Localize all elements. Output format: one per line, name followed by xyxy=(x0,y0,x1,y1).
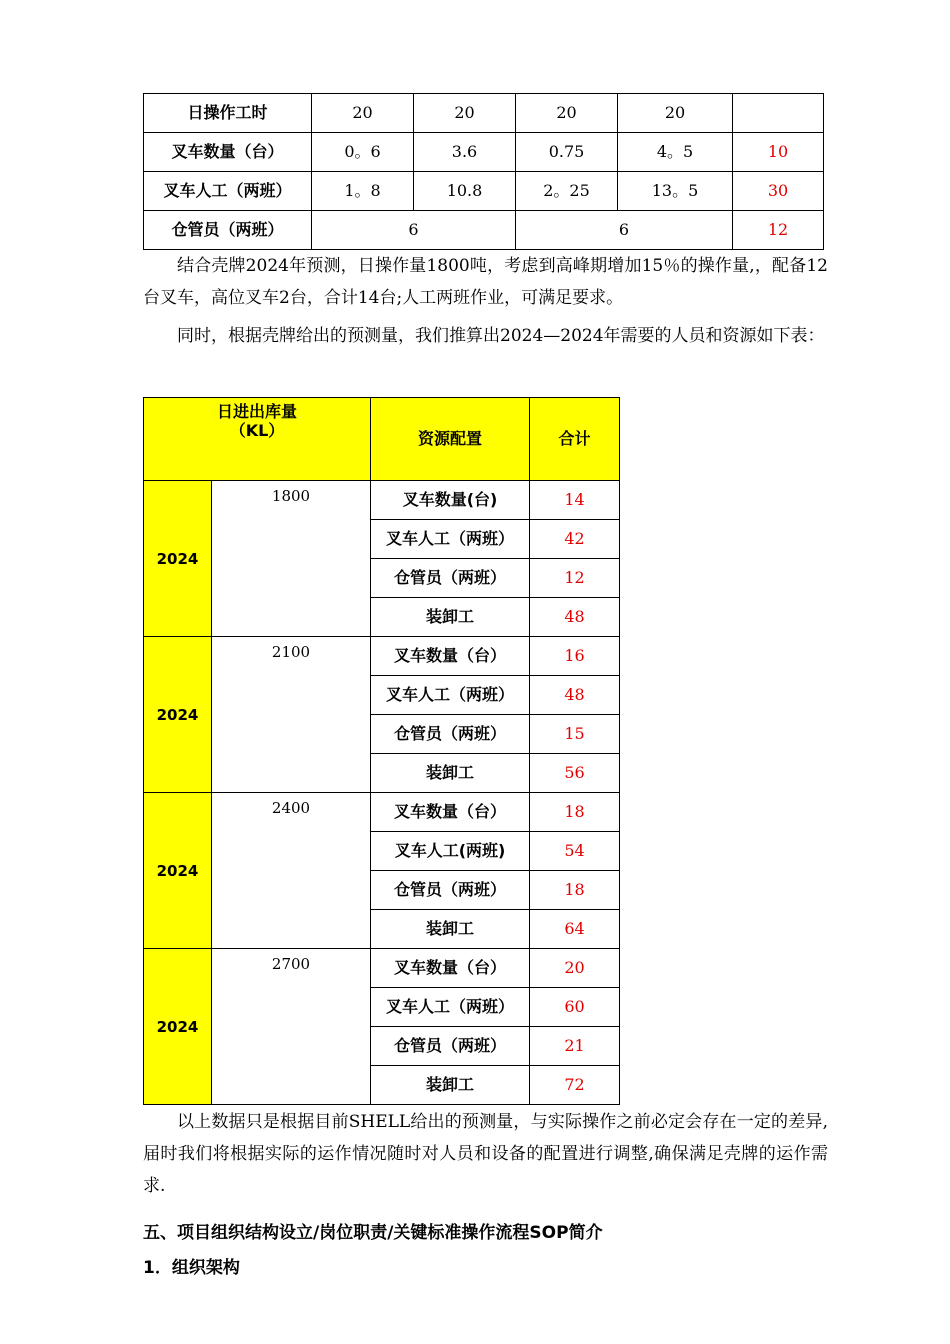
table-row xyxy=(144,94,824,133)
quantity-cell: 2700 xyxy=(212,949,371,1105)
table-row xyxy=(144,172,824,211)
table-row xyxy=(144,637,620,676)
table-row xyxy=(144,211,824,250)
total-cell: 48 xyxy=(530,676,620,715)
resource-cell: 叉车数量（台） xyxy=(371,793,530,832)
resource-cell: 装卸工 xyxy=(371,1066,530,1105)
quantity-cell: 1800 xyxy=(212,481,371,637)
total-cell: 48 xyxy=(530,598,620,637)
table-row xyxy=(144,133,824,172)
total-cell: 56 xyxy=(530,754,620,793)
resource-cell: 叉车人工（两班） xyxy=(371,988,530,1027)
workload-table xyxy=(143,93,824,250)
resource-cell: 叉车人工（两班） xyxy=(371,520,530,559)
resource-cell: 仓管员（两班） xyxy=(371,1027,530,1066)
resource-cell: 装卸工 xyxy=(371,754,530,793)
resource-cell: 仓管员（两班） xyxy=(371,559,530,598)
row-label: 叉车人工（两班） xyxy=(144,172,312,211)
cell: 10.8 xyxy=(414,172,516,211)
total-cell: 30 xyxy=(733,172,824,211)
total-cell: 72 xyxy=(530,1066,620,1105)
year-cell: 2024 xyxy=(144,481,212,637)
resource-cell: 叉车数量（台） xyxy=(371,949,530,988)
total-cell: 12 xyxy=(733,211,824,250)
resource-cell: 叉车数量(台) xyxy=(371,481,530,520)
table-row xyxy=(144,481,620,520)
total-cell: 64 xyxy=(530,910,620,949)
total-cell: 54 xyxy=(530,832,620,871)
total-cell: 42 xyxy=(530,520,620,559)
cell: 6 xyxy=(516,211,733,250)
year-cell: 2024 xyxy=(144,793,212,949)
cell: 2。25 xyxy=(516,172,618,211)
row-label: 叉车数量（台） xyxy=(144,133,312,172)
resource-cell: 叉车人工（两班） xyxy=(371,676,530,715)
table-row xyxy=(144,949,620,988)
total-cell: 16 xyxy=(530,637,620,676)
header-total: 合计 xyxy=(530,398,620,481)
cell: 3.6 xyxy=(414,133,516,172)
cell: 0。6 xyxy=(312,133,414,172)
paragraph: 同时，根据壳牌给出的预测量，我们推算出2024—2024年需要的人员和资源如下表： xyxy=(177,326,825,346)
section-heading: 五、项目组织结构设立/岗位职责/关键标准操作流程SOP简介 xyxy=(143,1223,603,1243)
total-cell: 14 xyxy=(530,481,620,520)
total-cell: 60 xyxy=(530,988,620,1027)
total-cell: 12 xyxy=(530,559,620,598)
cell: 0.75 xyxy=(516,133,618,172)
total-cell: 10 xyxy=(733,133,824,172)
resource-cell: 仓管员（两班） xyxy=(371,715,530,754)
quantity-cell: 2400 xyxy=(212,793,371,949)
table-row xyxy=(144,793,620,832)
header-qty: 日进出库量 （KL） xyxy=(144,398,371,481)
total-cell: 20 xyxy=(530,949,620,988)
row-label: 日操作工时 xyxy=(144,94,312,133)
cell: 20 xyxy=(414,94,516,133)
resource-cell: 仓管员（两班） xyxy=(371,871,530,910)
subsection-heading: 1．组织架构 xyxy=(143,1258,240,1278)
cell: 20 xyxy=(312,94,414,133)
cell: 20 xyxy=(516,94,618,133)
total-cell xyxy=(733,94,824,133)
year-cell: 2024 xyxy=(144,949,212,1105)
cell: 6 xyxy=(312,211,516,250)
quantity-cell: 2100 xyxy=(212,637,371,793)
cell: 4。5 xyxy=(618,133,733,172)
resource-cell: 叉车人工(两班) xyxy=(371,832,530,871)
total-cell: 15 xyxy=(530,715,620,754)
cell: 20 xyxy=(618,94,733,133)
paragraph: 结合壳牌2024年预测，日操作量1800吨，考虑到高峰期增加15％的操作量,，配备12台叉车，高位叉车2台，合计14台;人工两班作业，可满足要求。 xyxy=(143,256,828,308)
row-label: 仓管员（两班） xyxy=(144,211,312,250)
total-cell: 18 xyxy=(530,871,620,910)
year-cell: 2024 xyxy=(144,637,212,793)
table-header-row xyxy=(144,398,620,481)
header-resource: 资源配置 xyxy=(371,398,530,481)
paragraph: 以上数据只是根据目前SHELL给出的预测量，与实际操作之前必定会存在一定的差异,届时我们将根据实际的运作情况随时对人员和设备的配置进行调整,确保满足壳牌的运作需求. xyxy=(143,1112,828,1196)
resource-table xyxy=(143,397,620,1105)
total-cell: 18 xyxy=(530,793,620,832)
cell: 13。5 xyxy=(618,172,733,211)
total-cell: 21 xyxy=(530,1027,620,1066)
resource-cell: 叉车数量（台） xyxy=(371,637,530,676)
cell: 1。8 xyxy=(312,172,414,211)
resource-cell: 装卸工 xyxy=(371,910,530,949)
resource-cell: 装卸工 xyxy=(371,598,530,637)
